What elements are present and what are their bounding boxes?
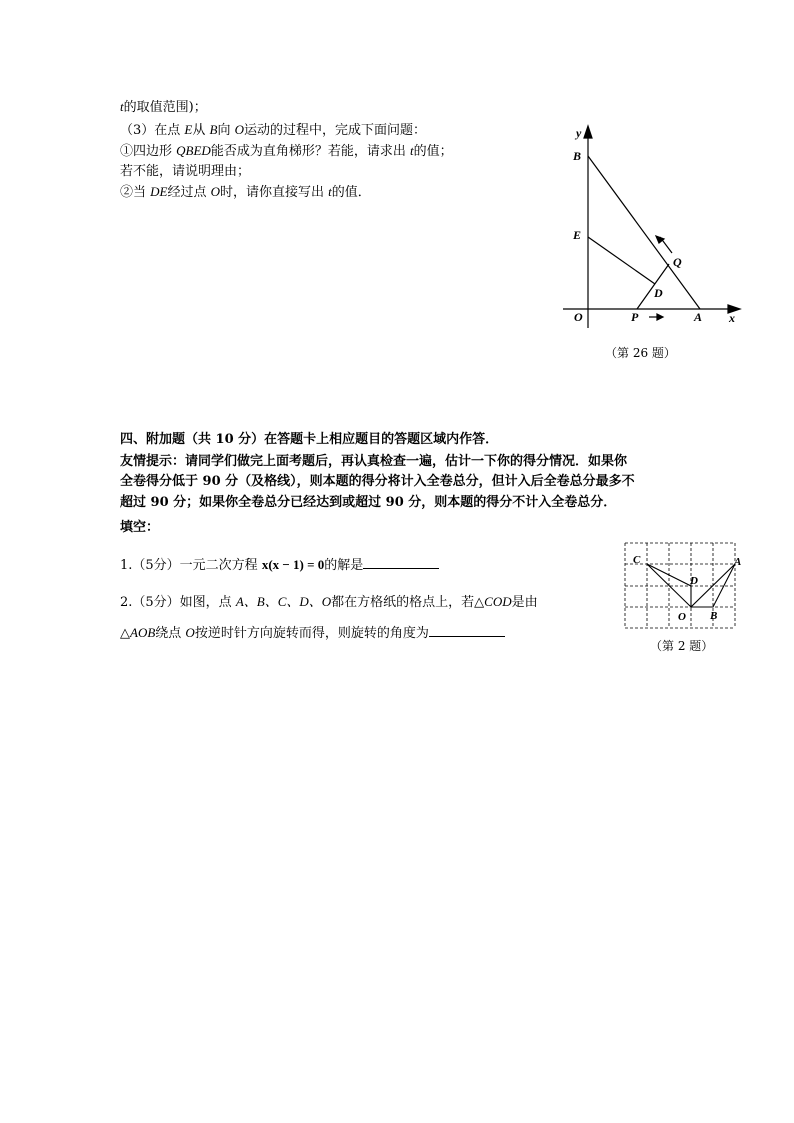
equation: x(x − 1) = 0 [261, 557, 325, 572]
text: 能否成为直角梯形？若能，请求出 [210, 144, 410, 159]
text: 都在方格纸的格点上，若△ [331, 595, 485, 610]
text: 运动的过程中，完成下面问题： [243, 123, 426, 138]
section4-heading: 四、附加题（共 10 分）在答题卡上相应题目的答题区域内作答． [120, 432, 499, 447]
label-B: B [710, 610, 718, 622]
label-E: E [573, 228, 582, 242]
var-O: O [234, 122, 244, 137]
var-E: E [184, 122, 193, 137]
label-A: A [734, 556, 742, 568]
text: 时，请你直接写出 [220, 185, 329, 200]
text: △ [120, 626, 130, 641]
label-D: D [654, 286, 663, 300]
label-O: O [574, 310, 583, 324]
text: ②当 [120, 185, 151, 200]
text: 从 [192, 123, 210, 138]
var-DE: DE [150, 184, 168, 199]
var-QBED: QBED [176, 143, 211, 158]
text: （3）在点 [120, 123, 185, 138]
label-x: x [729, 311, 735, 325]
triangle-COD: COD [484, 594, 512, 609]
label-A: A [694, 310, 703, 324]
var-t: t [120, 99, 124, 114]
label-y: y [576, 126, 582, 140]
text: 若不能，请说明理由； [120, 164, 251, 179]
label-Q: Q [673, 255, 682, 269]
fill-label: 填空： [120, 520, 160, 535]
text: 2.（5分）如图，点 [120, 595, 236, 610]
label-P: P [631, 310, 639, 324]
var-O: O [185, 625, 195, 640]
text: 绕点 [155, 626, 186, 641]
var-t: t [328, 184, 332, 199]
text: 的取值范围)； [123, 100, 207, 115]
text: ①四边形 [120, 144, 177, 159]
label-C: C [633, 554, 641, 566]
points-list: A、B、C、D、O [235, 594, 332, 609]
var-O: O [210, 184, 221, 199]
text: 经过点 [167, 185, 211, 200]
label-D: D [690, 575, 698, 587]
label-B: B [573, 149, 582, 163]
text: 的值． [331, 185, 371, 200]
tip-line-3: 超过 90 分；如果你全卷总分已经达到或超过 90 分，则本题的得分不计入全卷总分． [120, 495, 617, 510]
tip-line-1: 友情提示：请同学们做完上面考题后，再认真检查一遍，估计一下你的得分情况．如果你 [120, 454, 628, 469]
figure-26-caption: （第 26 题） [605, 346, 676, 360]
label-O: O [678, 611, 686, 623]
text: 是由 [511, 595, 538, 610]
text: 按逆时针方向旋转而得，则旋转的角度为 [194, 626, 429, 641]
text: 1.（5分）一元二次方程 [120, 558, 262, 573]
text: 的解是 [324, 558, 364, 573]
triangle-AOB: AOB [130, 625, 156, 640]
var-B: B [209, 122, 218, 137]
figure-2-caption: （第 2 题） [650, 639, 714, 653]
text: 的值； [413, 144, 453, 159]
text: 向 [217, 123, 235, 138]
tip-line-2: 全卷得分低于 90 分（及格线），则本题的得分将计入全卷总分，但计入后全卷总分最多不 [120, 474, 635, 489]
var-t: t [409, 143, 414, 158]
